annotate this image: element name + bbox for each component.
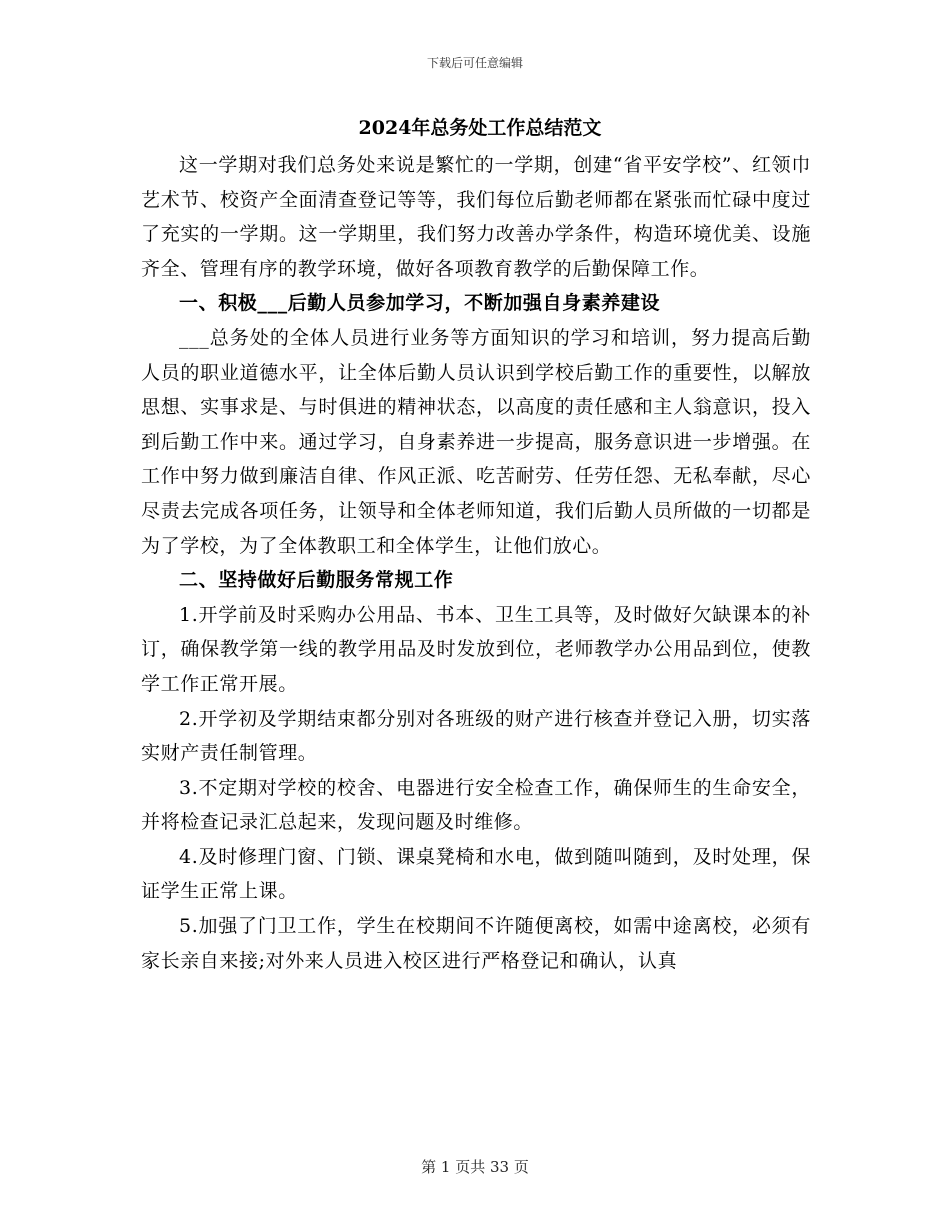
document-body xyxy=(141,108,811,978)
paragraph-intro: 这一学期对我们总务处来说是繁忙的一学期，创建“省平安学校”、红领巾艺术节、校资产全面清查登记等等，我们每位后勤老师都在紧张而忙碌中度过了充实的一学期。这一学期里，我们努力改善办学条件，构造环境优美、设施齐全、管理有序的教学环境，做好各项教育教学的后勤保障工作。 xyxy=(141,154,811,280)
paragraph-section-1: ___总务处的全体人员进行业务等方面知识的学习和培训，努力提高后勤人员的职业道德水平，让全体后勤人员认识到学校后勤工作的重要性，以解放思想、实事求是、与时俱进的精神状态，以高度的责任感和主人翁意识，投入到后勤工作中来。通过学习，自身素养进一步提高，服务意识进一步增强。在工作中努力做到廉洁自律、作风正派、吃苦耐劳、任劳任怨、无私奉献，尽心尽责去完成各项任务，让领导和全体老师知道，我们后勤人员所做的一切都是为了学校，为了全体教职工和全体学生，让他们放心。 xyxy=(141,326,811,557)
document-title: 2024年总务处工作总结范文 xyxy=(358,117,602,139)
list-item-3: 3.不定期对学校的校舍、电器进行安全检查工作，确保师生的生命安全，并将检查记录汇总起来，发现问题及时维修。 xyxy=(141,776,811,834)
list-item-1: 1.开学前及时采购办公用品、书本、卫生工具等，及时做好欠缺课本的补订，确保教学第一线的教学用品及时发放到位，老师教学办公用品到位，使教学工作正常开展。 xyxy=(141,603,811,695)
list-item-5: 5.加强了门卫工作，学生在校期间不许随便离校，如需中途离校，必须有家长亲自来接;对外来人员进入校区进行严格登记和确认，认真 xyxy=(141,915,811,972)
section-heading-1: 一、积极___后勤人员参加学习，不断加强自身素养建设 xyxy=(179,292,661,315)
list-item-4: 4.及时修理门窗、门锁、课桌凳椅和水电，做到随叫随到，及时处理，保证学生正常上课。 xyxy=(141,845,811,903)
header-note: 下载后可任意编辑 xyxy=(426,56,523,70)
section-heading-2: 二、坚持做好后勤服务常规工作 xyxy=(179,569,454,592)
page-number-footer: 第 1 页共 33 页 xyxy=(421,1158,529,1176)
list-item-2: 2.开学初及学期结束都分别对各班级的财产进行核查并登记入册，切实落实财产责任制管理。 xyxy=(141,707,811,765)
